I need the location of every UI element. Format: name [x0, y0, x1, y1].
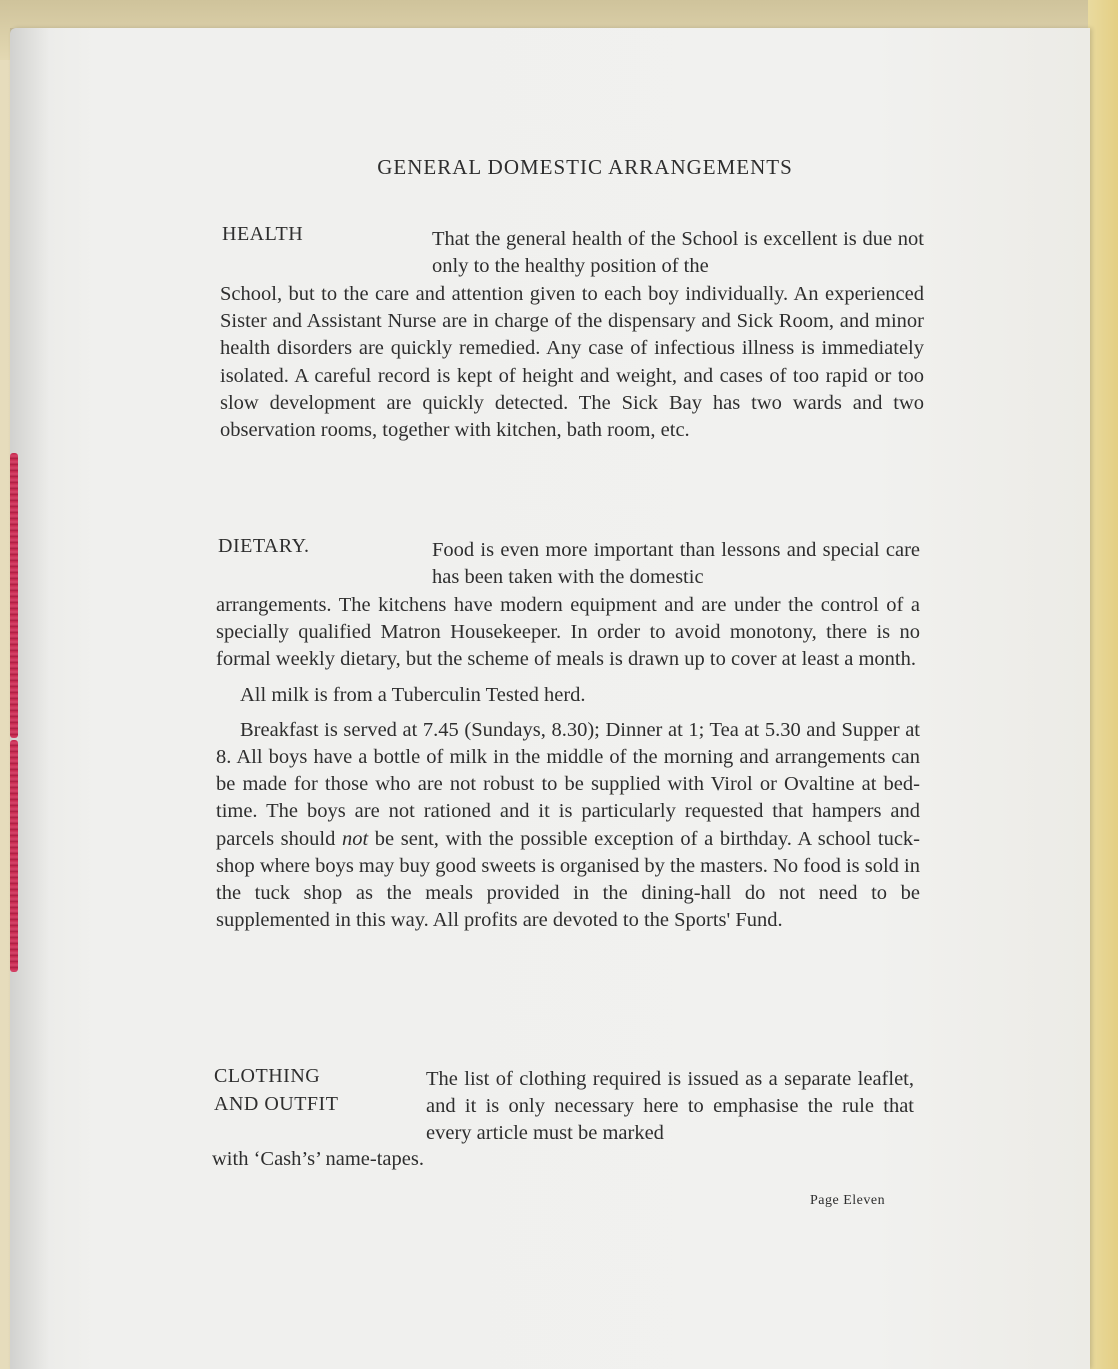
page-number: Page Eleven: [810, 1193, 886, 1208]
health-lead-text: [432, 226, 924, 280]
clothing-lead-text: [426, 1066, 914, 1148]
clothing-lead: The list of clothing required is issued as a separate leaflet, and it is only necessary here to emphasise the rule that every article must be marked: [426, 1068, 914, 1145]
clothing-body: with ‘Cash’s’ name-tapes.: [212, 1148, 424, 1170]
clothing-heading-line2: AND OUTFIT: [214, 1093, 339, 1115]
dietary-milk: All milk is from a Tuberculin Tested herd.: [240, 683, 586, 706]
health-body-text: [220, 281, 924, 444]
section-heading-clothing: [214, 1062, 338, 1118]
dietary-meals-emphasis: not: [341, 827, 369, 850]
dietary-meals-part1: Breakfast is served at 7.45 (Sundays, 8.30); Dinner at 1; Tea at 5.30 and Supper at 8. All boys have a bottle of milk in the middle of the morning and arrangements can be made for those who are not robust to be supplied with Virol or Ovaltine at bed-time. The boys are not rationed and it is particularly requested that hampers and parcels should: [216, 718, 920, 850]
dietary-lead-text: [432, 537, 920, 591]
binding-thread: [10, 453, 18, 738]
page-title: GENERAL DOMESTIC ARRANGEMENTS: [377, 155, 793, 179]
dietary-body-text: [216, 592, 920, 934]
binding-thread: [10, 740, 18, 972]
dietary-body: arrangements. The kitchens have modern equipment and are under the control of a specially qualified Matron Housekeeper. In order to avoid monotony, there is no formal weekly dietary, but the scheme of meals is drawn up to cover at least a month.: [216, 594, 920, 671]
section-heading-health: HEALTH: [222, 223, 304, 245]
dietary-lead: Food is even more important than lessons and special care has been taken with the domestic: [432, 539, 920, 589]
clothing-heading-line1: CLOTHING: [214, 1065, 321, 1087]
section-heading-dietary: DIETARY.: [218, 535, 310, 557]
health-lead: That the general health of the School is excellent is due not only to the healthy position of the: [432, 228, 924, 278]
cover-right-edge: [1088, 0, 1118, 1369]
health-body: School, but to the care and attention given to each boy individually. An experienced Sister and Assistant Nurse are in charge of the dispensary and Sick Room, and minor health disorders are quickly remedied. Any case of infectious illness is immediately isolated. A careful record is kept of height and weight, and cases of too rapid or too slow development are quickly detected. The Sick Bay has two wards and two observation rooms, together with kitchen, bath room, etc.: [220, 283, 924, 442]
dietary-meals: [216, 717, 920, 935]
clothing-body-text: [212, 1146, 812, 1173]
dietary-meals-part2: be sent, with the possible exception of a birthday. A school tuck-shop where boys may buy good sweets is organised by the masters. No food is sold in the tuck shop as the meals provided in the dining-hall do not need to be supplemented in this way. All profits are devoted to the Sports' Fund.: [216, 827, 920, 932]
